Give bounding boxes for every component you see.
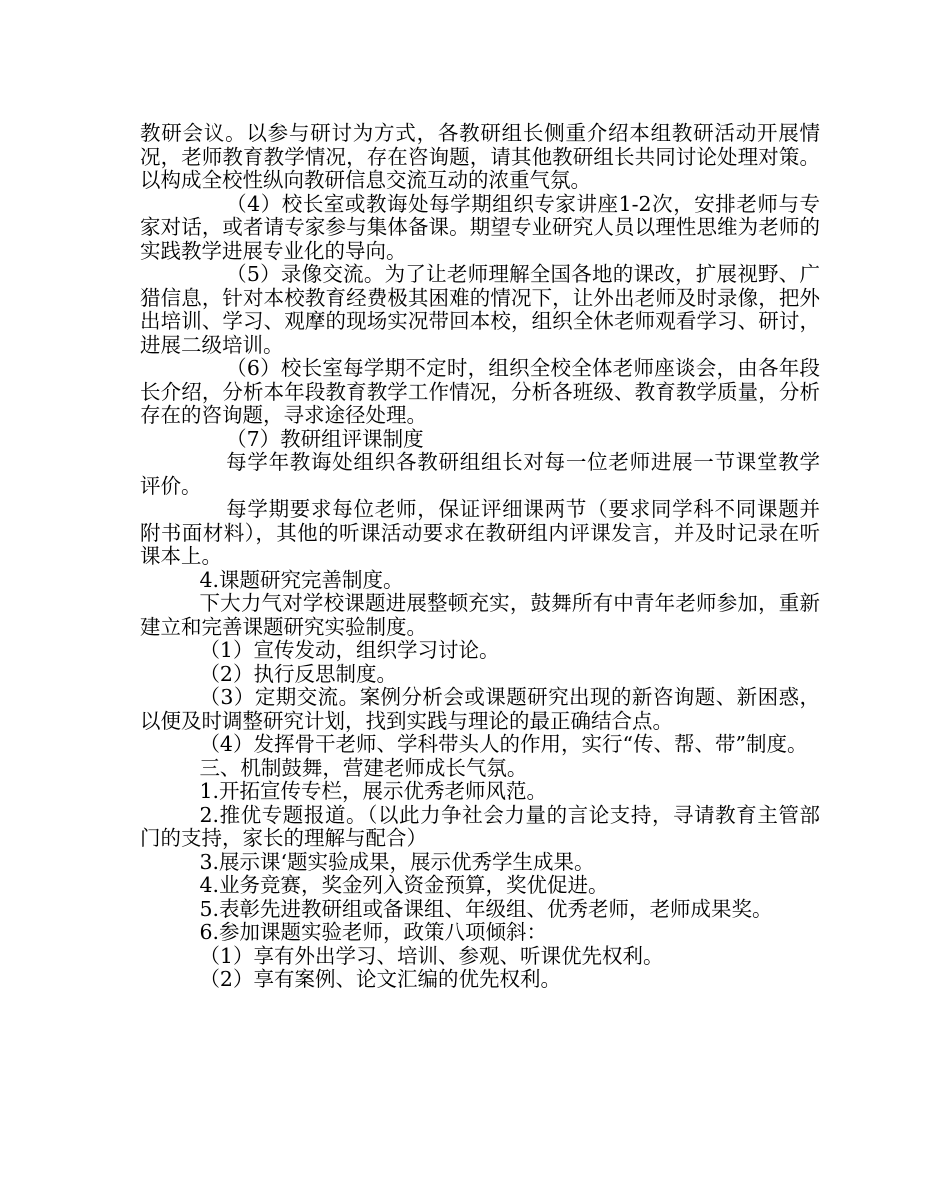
paragraph-15: 2.推优专题报道。（以此力争社会力量的言论支持，寻请教育主管部门的支持，家长的理解与配合） — [140, 802, 820, 850]
paragraph-19: 6.参加课题实验老师，政策八项倾斜： — [199, 920, 547, 944]
paragraph-13: 三、机制鼓舞，营建老师成长气氛。 — [199, 755, 528, 780]
paragraph-7: 4.课题研究完善制度。 — [199, 567, 404, 592]
paragraph-16: 3.展示课‘题实验成果，展示优秀学生成果。 — [199, 849, 595, 874]
paragraph-10: （2）执行反思制度。 — [199, 661, 397, 686]
paragraph-11: （3）定期交流。案例分析会或课题研究出现的新咨询题、新困惑，以便及时调整研究计划，找到实践与理论的最正确结合点。 — [140, 685, 820, 733]
paragraph-1: （4）校长室或教诲处每学期组织专家讲座1-2次，安排老师与专家对话，或者请专家参与集体备课。期望专业研究人员以理性思维为老师的实践教学进展专业化的导向。 — [140, 191, 820, 263]
paragraph-18: 5.表彰先进教研组或备课组、年级组、优秀老师，老师成果奖。 — [199, 896, 773, 921]
paragraph-9: （1）宣传发动，组织学习讨论。 — [199, 638, 500, 662]
paragraph-2: （5）录像交流。为了让老师理解全国各地的课改，扩展视野、广猎信息，针对本校教育经费极其困难的情况下，让外出老师及时录像，把外出培训、学习、观摩的现场实况带回本校，组织全休老师观看学习、研讨，进展二级培训。 — [140, 262, 820, 357]
paragraph-3: （6）校长室每学期不定时，组织全校全体老师座谈会，由各年段长介绍，分析本年段教育教学工作情况，分析各班级、教育教学质量，分析存在的咨询题，寻求途径处理。 — [140, 356, 820, 427]
paragraph-17: 4.业务竞赛，奖金列入资金预算，奖优促进。 — [199, 873, 609, 897]
paragraph-4: （7）教研组评课制度 — [226, 426, 424, 451]
paragraph-21: （2）享有案例、论文汇编的优先权利。 — [199, 967, 561, 991]
paragraph-0: 教研会议。以参与研讨为方式，各教研组长侧重介绍本组教研活动开展情况，老师教育教学情况，存在咨询题，请其他教研组长共同讨论处理对策。以构成全校性纵向教研信息交流互动的浓重气氛。 — [140, 121, 820, 192]
paragraph-6: 每学期要求每位老师，保证评细课两节（要求同学科不同课题并附书面材料），其他的听课活动要求在教研组内评课发言，并及时记录在听课本上。 — [140, 497, 820, 568]
paragraph-5: 每学年教诲处组织各教研组组长对每一位老师进展一节课堂教学评价。 — [140, 450, 820, 498]
document-body — [140, 122, 820, 992]
paragraph-14: 1.开拓宣传专栏，展示优秀老师风范。 — [199, 779, 547, 803]
paragraph-20: （1）享有外出学习、培训、参观、听课优先权利。 — [199, 943, 664, 968]
paragraph-12: （4）发挥骨干老师、学科带头人的作用，实行“传、帮、带”制度。 — [199, 732, 808, 756]
paragraph-8: 下大力气对学校课题进展整顿充实，鼓舞所有中青年老师参加，重新建立和完善课题研究实验制度。 — [140, 591, 820, 639]
